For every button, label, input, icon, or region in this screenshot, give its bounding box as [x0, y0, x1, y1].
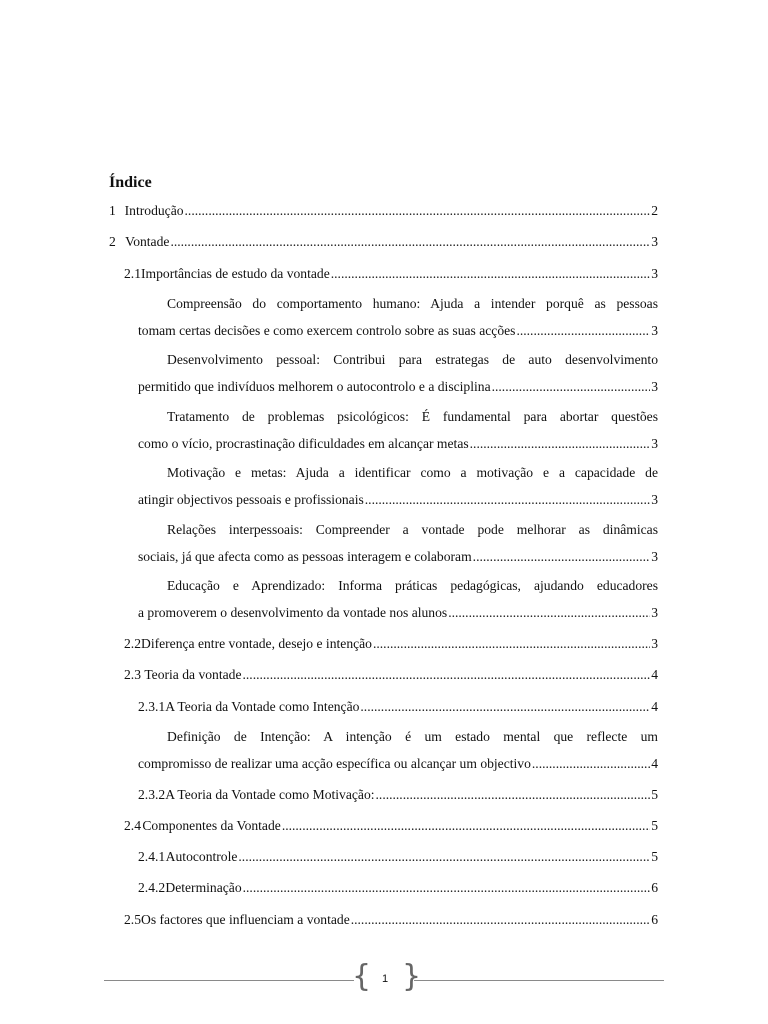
toc-entry-title: Diferença entre vontade, desejo e intenção — [141, 636, 372, 651]
dot-leader — [282, 818, 650, 834]
toc-entry-motivacao-line2[interactable] — [138, 492, 658, 508]
toc-entry-definicao-line1[interactable]: Definição de Intenção: A intenção é um estado mental que reflecte um — [167, 729, 658, 744]
toc-entry-title: Componentes da Vontade — [142, 818, 281, 833]
toc-entry-number: 2.5 — [124, 912, 141, 927]
page-title: Índice — [109, 174, 152, 191]
dot-leader — [376, 787, 651, 803]
toc-entry-page: 3 — [651, 234, 658, 249]
toc-entry-title: permitido que indivíduos melhorem o autocontrolo e a disciplina — [138, 379, 491, 394]
toc-entry-title: compromisso de realizar uma acção específica ou alcançar um objectivo — [138, 756, 531, 771]
toc-entry-page: 6 — [651, 912, 658, 927]
toc-entry-relacoes-line1[interactable]: Relações interpessoais: Compreender a vontade pode melhorar as dinâmicas — [167, 522, 658, 537]
dot-leader — [470, 436, 651, 452]
footer-rule-right — [414, 980, 664, 981]
toc-entry-title: Autocontrole — [165, 849, 238, 864]
toc-entry-number: 2.3.1 — [138, 699, 166, 714]
dot-leader — [448, 605, 650, 621]
dot-leader — [516, 323, 650, 339]
dot-leader — [185, 203, 651, 219]
toc-entry-number: 2.4.1 — [138, 849, 166, 864]
toc-entry-title: Os factores que influenciam a vontade — [141, 912, 350, 927]
toc-entry-vontade[interactable] — [109, 234, 658, 250]
toc-entry-definicao-line2[interactable] — [138, 756, 658, 772]
toc-entry-motivacao-line1[interactable]: Motivação e metas: Ajuda a identificar como a motivação e a capacidade de — [167, 465, 658, 480]
dot-leader — [365, 492, 650, 508]
toc-entry-title: como o vício, procrastinação dificuldades em alcançar metas — [138, 436, 469, 451]
toc-entry-2-3[interactable] — [124, 667, 658, 683]
toc-entry-page: 4 — [651, 699, 658, 714]
toc-entry-page: 5 — [651, 787, 658, 802]
toc-entry-page: 5 — [651, 818, 658, 833]
toc-entry-2-4-1[interactable] — [138, 849, 658, 865]
toc-entry-page: 3 — [651, 636, 658, 651]
toc-entry-page: 3 — [651, 605, 658, 620]
toc-entry-page: 5 — [651, 849, 658, 864]
toc-entry-page: 3 — [651, 379, 658, 394]
toc-entry-title: A Teoria da Vontade como Motivação: — [165, 787, 375, 802]
toc-entry-title: Vontade — [125, 234, 170, 249]
toc-entry-2-4[interactable] — [124, 818, 658, 834]
toc-entry-title: A Teoria da Vontade como Intenção — [165, 699, 360, 714]
toc-entry-number: 1 — [109, 203, 116, 218]
toc-entry-desenvolvimento-line1[interactable]: Desenvolvimento pessoal: Contribui para estrategas de auto desenvolvimento — [167, 352, 658, 367]
toc-entry-desenvolvimento-line2[interactable] — [138, 379, 658, 395]
toc-entry-number: 2.2 — [124, 636, 141, 651]
toc-entry-page: 3 — [651, 323, 658, 338]
toc-entry-page: 2 — [651, 203, 658, 218]
right-brace-icon: } — [402, 959, 422, 994]
toc-entry-page: 3 — [651, 492, 658, 507]
toc-entry-compreensao-line2[interactable] — [138, 323, 658, 339]
toc-entry-2-1[interactable] — [124, 266, 658, 282]
toc-entry-2-3-1[interactable] — [138, 699, 658, 715]
toc-entry-tratamento-line1[interactable]: Tratamento de problemas psicológicos: É fundamental para abortar questões — [167, 409, 658, 424]
toc-entry-compreensao-line1[interactable]: Compreensão do comportamento humano: Ajuda a intender porquê as pessoas — [167, 296, 658, 311]
toc-entry-page: 3 — [651, 436, 658, 451]
toc-entry-2-2[interactable] — [124, 636, 658, 652]
dot-leader — [360, 699, 650, 715]
toc-entry-2-5[interactable] — [124, 912, 658, 928]
toc-entry-page: 4 — [651, 756, 658, 771]
toc-entry-title: sociais, já que afecta como as pessoas interagem e colaboram — [138, 549, 472, 564]
toc-entry-number: 2.4 — [124, 818, 141, 833]
left-brace-icon: { — [352, 959, 372, 994]
footer-rule-left — [104, 980, 354, 981]
toc-entry-page: 4 — [651, 667, 658, 682]
footer-page-number: 1 — [381, 973, 389, 985]
dot-leader — [238, 849, 650, 865]
dot-leader — [243, 667, 651, 683]
toc-entry-tratamento-line2[interactable] — [138, 436, 658, 452]
toc-entry-page: 3 — [651, 266, 658, 281]
toc-entry-educacao-line1[interactable]: Educação e Aprendizado: Informa práticas pedagógicas, ajudando educadores — [167, 578, 658, 593]
toc-entry-educacao-line2[interactable] — [138, 605, 658, 621]
toc-entry-2-3-2[interactable] — [138, 787, 658, 803]
toc-entry-title: Importâncias de estudo da vontade — [141, 266, 330, 281]
toc-entry-relacoes-line2[interactable] — [138, 549, 658, 565]
toc-entry-number: 2.3 — [124, 667, 141, 682]
toc-entry-2-4-2[interactable] — [138, 880, 658, 896]
dot-leader — [351, 912, 650, 928]
dot-leader — [331, 266, 650, 282]
dot-leader — [373, 636, 650, 652]
dot-leader — [243, 880, 651, 896]
dot-leader — [532, 756, 650, 772]
toc-entry-page: 3 — [651, 549, 658, 564]
toc-entry-number: 2.3.2 — [138, 787, 166, 802]
toc-entry-title: Teoria da vontade — [144, 667, 242, 682]
toc-entry-title: Introdução — [124, 203, 184, 218]
toc-entry-number: 2.4.2 — [138, 880, 166, 895]
toc-entry-title: Determinação — [165, 880, 242, 895]
toc-entry-introducao[interactable] — [109, 203, 658, 219]
dot-leader — [492, 379, 651, 395]
dot-leader — [170, 234, 650, 250]
toc-entry-page: 6 — [651, 880, 658, 895]
toc-entry-title: atingir objectivos pessoais e profissionais — [138, 492, 364, 507]
toc-entry-number: 2 — [109, 234, 116, 249]
toc-entry-number: 2.1 — [124, 266, 141, 281]
toc-entry-title: tomam certas decisões e como exercem controlo sobre as suas acções — [138, 323, 516, 338]
toc-entry-title: a promoverem o desenvolvimento da vontade nos alunos — [138, 605, 448, 620]
dot-leader — [473, 549, 651, 565]
